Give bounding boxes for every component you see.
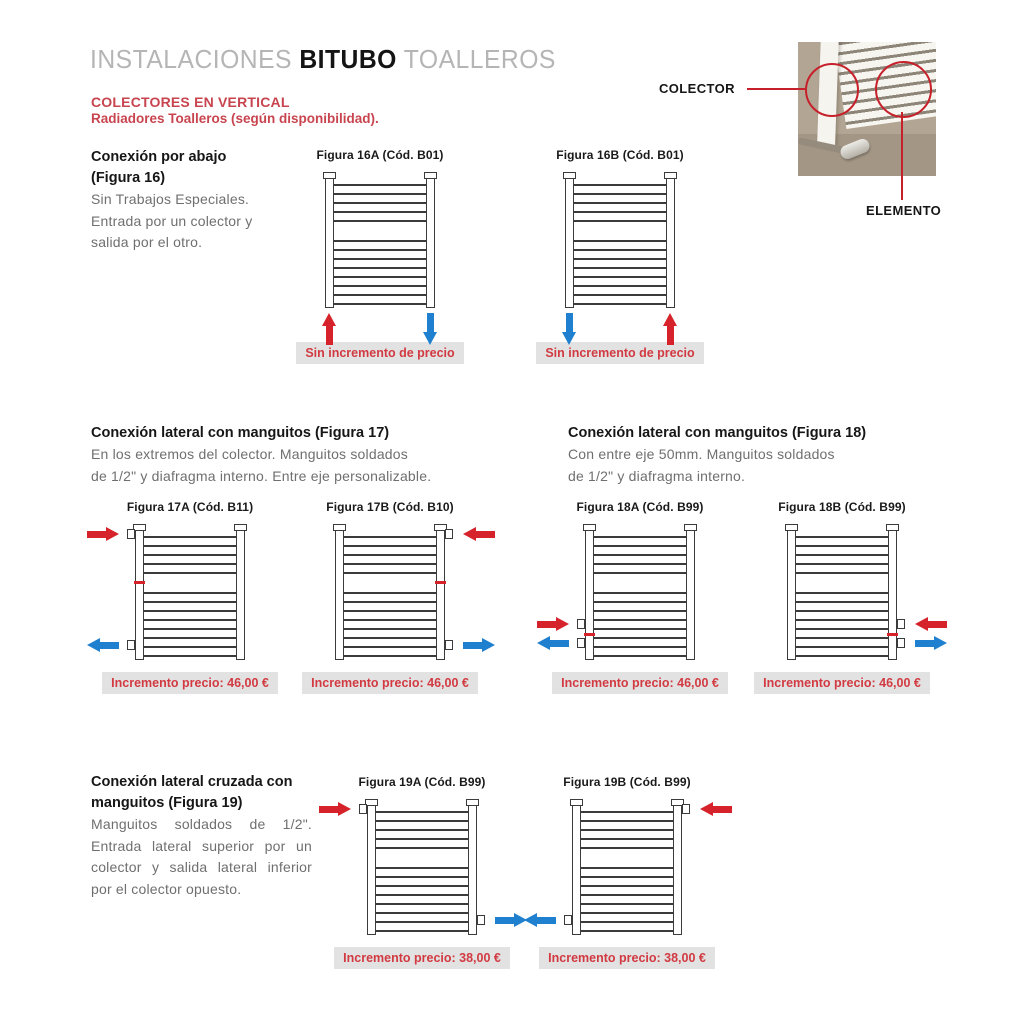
diafragma-tick <box>134 581 145 584</box>
diafragma-tick <box>435 581 446 584</box>
arrow-tail <box>87 531 108 538</box>
radiator-column <box>888 530 897 660</box>
radiator-rung <box>574 240 666 242</box>
figure-caption: Figura 16A (Cód. B01) <box>316 148 444 162</box>
radiator-cap <box>323 172 336 179</box>
radiator-rung <box>144 536 236 538</box>
radiator-rung <box>574 303 666 305</box>
radiator-rung <box>144 545 236 547</box>
figure-caption: Figura 19B (Cód. B99) <box>563 775 691 789</box>
radiator-rung <box>376 921 468 923</box>
section-body-line: Sin Trabajos Especiales. <box>91 191 250 207</box>
radiator-cap <box>466 799 479 806</box>
arrow-tail <box>326 324 333 345</box>
manguito-nub <box>564 915 572 925</box>
radiator-rung <box>334 240 426 242</box>
flow-arrow-in <box>537 617 569 632</box>
arrow-tail <box>566 313 573 334</box>
radiator-rung <box>796 646 888 648</box>
section-title-line: Conexión lateral con manguitos (Figura 18) <box>568 425 867 441</box>
radiator-rung <box>796 628 888 630</box>
flow-arrow-out <box>915 636 947 651</box>
price-label: Sin incremento de precio <box>536 342 703 364</box>
radiator-rung <box>376 820 468 822</box>
flow-arrow-in <box>87 527 119 542</box>
radiator-rung <box>796 592 888 594</box>
radiator-rung <box>344 610 436 612</box>
figure-16B <box>530 148 710 364</box>
section-title-line: manguitos (Figura 19) <box>91 795 243 811</box>
figure-caption: Figura 18B (Cód. B99) <box>778 500 906 514</box>
price-label: Incremento precio: 46,00 € <box>302 672 478 694</box>
section-conexion-lateral-manguitos-fig17 <box>91 423 511 487</box>
radiator-rung <box>796 637 888 639</box>
radiator-rung <box>581 829 673 831</box>
section-title-line: (Figura 16) <box>91 170 166 186</box>
section-body-line: colector y salida lateral inferior <box>91 859 312 875</box>
flow-arrow-in <box>700 802 732 817</box>
radiator-rung <box>334 303 426 305</box>
arrow-head <box>915 617 928 631</box>
radiator-rung <box>594 545 686 547</box>
radiator-column <box>673 805 682 935</box>
manguito-nub <box>897 619 905 629</box>
section-body-line: Entrada por un colector y <box>91 212 253 229</box>
radiator-rung <box>376 867 468 869</box>
radiator-column <box>666 178 675 308</box>
radiator-cap <box>234 524 247 531</box>
radiator-column <box>335 530 344 660</box>
arrow-tail <box>537 621 558 628</box>
radiator-rung <box>594 637 686 639</box>
flow-arrow-in <box>322 313 337 345</box>
figure-caption: Figura 17A (Cód. B11) <box>126 500 254 514</box>
radiator-rung <box>594 572 686 574</box>
arrow-tail <box>667 324 674 345</box>
arrow-head <box>537 636 550 650</box>
flow-arrow-out <box>537 636 569 651</box>
radiator-diagram <box>325 172 435 312</box>
radiator-cap <box>570 799 583 806</box>
radiator-rung <box>796 572 888 574</box>
radiator-rung <box>344 554 436 556</box>
colector-callout-line <box>747 88 805 90</box>
radiator-rung <box>796 554 888 556</box>
radiator-rung <box>334 184 426 186</box>
radiator-rung <box>144 637 236 639</box>
arrow-head <box>934 636 947 650</box>
arrow-tail <box>98 642 119 649</box>
radiator-rung <box>594 646 686 648</box>
arrow-tail <box>319 806 340 813</box>
manguito-nub <box>897 638 905 648</box>
radiator-rung <box>574 193 666 195</box>
arrow-head <box>663 313 677 326</box>
radiator-cap <box>563 172 576 179</box>
radiator-rung <box>581 894 673 896</box>
radiator-rung <box>581 847 673 849</box>
radiator-rung <box>376 912 468 914</box>
section-body <box>91 189 321 254</box>
section-body-line: En los extremos del colector. Manguitos soldados <box>91 446 408 462</box>
colector-highlight-circle <box>805 63 859 117</box>
arrow-tail <box>463 642 484 649</box>
radiator-cap <box>886 524 899 531</box>
radiator-column <box>426 178 435 308</box>
arrow-tail <box>548 640 569 647</box>
radiator-diagram <box>572 799 682 939</box>
radiator-rung <box>574 294 666 296</box>
arrow-head <box>338 802 351 816</box>
manguito-nub <box>477 915 485 925</box>
radiator-diagram <box>585 524 695 664</box>
section-conexion-lateral-cruzada-fig19 <box>91 772 312 900</box>
radiator-rung <box>581 867 673 869</box>
radiator-rung <box>144 563 236 565</box>
radiator-rung <box>334 211 426 213</box>
arrow-tail <box>915 640 936 647</box>
radiator-rung <box>574 258 666 260</box>
radiator-rung <box>344 545 436 547</box>
flow-arrow-out <box>87 638 119 653</box>
radiator-rung <box>144 646 236 648</box>
arrow-head <box>322 313 336 326</box>
arrow-tail <box>535 917 556 924</box>
section-body <box>568 444 988 487</box>
arrow-head <box>562 332 576 345</box>
figure-caption: Figura 16B (Cód. B01) <box>556 148 684 162</box>
figure-17A <box>100 500 280 694</box>
price-label: Incremento precio: 46,00 € <box>102 672 278 694</box>
manguito-nub <box>445 640 453 650</box>
arrow-head <box>87 638 100 652</box>
arrow-tail <box>427 313 434 334</box>
radiator-rung <box>594 554 686 556</box>
manguito-nub <box>127 640 135 650</box>
radiator-rung <box>574 276 666 278</box>
radiator-rung <box>334 294 426 296</box>
section-title-line: Conexión lateral con manguitos (Figura 17) <box>91 425 390 441</box>
radiator-cap <box>583 524 596 531</box>
radiator-rung <box>581 820 673 822</box>
radiator-cap <box>684 524 697 531</box>
figure-18B <box>752 500 932 694</box>
radiator-rung <box>594 628 686 630</box>
radiator-rung <box>574 184 666 186</box>
section-conexion-lateral-manguitos-fig18 <box>568 423 988 487</box>
radiator-rung <box>581 921 673 923</box>
radiator-rung <box>581 885 673 887</box>
section-title-line: Conexión por abajo <box>91 149 227 165</box>
radiator-rung <box>581 838 673 840</box>
radiator-rung <box>344 601 436 603</box>
radiator-rung <box>581 930 673 932</box>
manguito-nub <box>359 804 367 814</box>
arrow-tail <box>711 806 732 813</box>
radiator-rung <box>376 903 468 905</box>
radiator-rung <box>376 885 468 887</box>
flow-arrow-in <box>663 313 678 345</box>
radiator-column <box>686 530 695 660</box>
title-part-bold: BITUBO <box>299 44 397 74</box>
section-body <box>91 814 312 900</box>
radiator-rung <box>376 847 468 849</box>
radiator-diagram <box>565 172 675 312</box>
radiator-rung <box>581 811 673 813</box>
radiator-rung <box>344 646 436 648</box>
radiator-rung <box>334 285 426 287</box>
radiator-cap <box>424 172 437 179</box>
figure-19B <box>537 775 717 969</box>
section-body-line: Con entre eje 50mm. Manguitos soldados <box>568 446 835 462</box>
radiator-rung <box>334 276 426 278</box>
title-part-light-1: INSTALACIONES <box>90 44 292 74</box>
radiator-rung <box>581 903 673 905</box>
radiator-rung <box>144 592 236 594</box>
section-subheading: Radiadores Toalleros (según disponibilidad). <box>91 111 379 126</box>
section-conexion-por-abajo <box>91 147 321 254</box>
radiator-column <box>468 805 477 935</box>
radiator-rung <box>796 563 888 565</box>
radiator-diagram <box>787 524 897 664</box>
section-title-line: Conexión lateral cruzada con <box>91 774 293 790</box>
radiator-column <box>572 805 581 935</box>
price-label: Incremento precio: 46,00 € <box>754 672 930 694</box>
radiator-rung <box>144 628 236 630</box>
radiator-rung <box>594 536 686 538</box>
elemento-label: ELEMENTO <box>866 203 942 218</box>
manguito-nub <box>577 619 585 629</box>
radiator-cap <box>333 524 346 531</box>
arrow-tail <box>926 621 947 628</box>
radiator-rung <box>144 619 236 621</box>
radiator-rung <box>376 876 468 878</box>
radiator-rung <box>376 811 468 813</box>
section-body-line: de 1/2" y diafragma interno. Entre eje personalizable. <box>91 467 432 484</box>
radiator-rung <box>376 894 468 896</box>
radiator-photo <box>798 42 936 176</box>
price-label: Incremento precio: 38,00 € <box>539 947 715 969</box>
colector-label: COLECTOR <box>659 81 735 96</box>
arrow-head <box>524 913 537 927</box>
radiator-diagram <box>135 524 245 664</box>
radiator-rung <box>334 267 426 269</box>
radiator-rung <box>594 655 686 657</box>
radiator-rung <box>796 545 888 547</box>
radiator-rung <box>796 610 888 612</box>
radiator-rung <box>334 220 426 222</box>
radiator-rung <box>581 876 673 878</box>
elemento-highlight-circle <box>875 61 932 118</box>
radiator-diagram <box>335 524 445 664</box>
radiator-column <box>325 178 334 308</box>
arrow-head <box>463 527 476 541</box>
radiator-rung <box>344 655 436 657</box>
radiator-rung <box>796 536 888 538</box>
arrow-head <box>700 802 713 816</box>
radiator-rung <box>594 592 686 594</box>
radiator-column <box>585 530 594 660</box>
radiator-column <box>367 805 376 935</box>
radiator-column <box>436 530 445 660</box>
radiator-rung <box>796 619 888 621</box>
flow-arrow-out <box>562 313 577 345</box>
section-body-line: por el colector opuesto. <box>91 880 242 897</box>
radiator-rung <box>796 601 888 603</box>
page-title <box>90 44 556 75</box>
radiator-rung <box>344 619 436 621</box>
flow-arrow-out <box>495 913 527 928</box>
radiator-column <box>135 530 144 660</box>
radiator-rung <box>334 202 426 204</box>
section-heading: COLECTORES EN VERTICAL <box>91 94 290 110</box>
radiator-rung <box>144 655 236 657</box>
manguito-nub <box>682 804 690 814</box>
radiator-rung <box>144 572 236 574</box>
flow-arrow-in <box>463 527 495 542</box>
figure-17B <box>300 500 480 694</box>
radiator-rung <box>376 838 468 840</box>
radiator-rung <box>594 619 686 621</box>
manguito-nub <box>577 638 585 648</box>
arrow-head <box>423 332 437 345</box>
radiator-rung <box>594 601 686 603</box>
section-body <box>91 444 511 487</box>
radiator-rung <box>376 829 468 831</box>
radiator-rung <box>574 202 666 204</box>
radiator-rung <box>594 610 686 612</box>
radiator-rung <box>574 267 666 269</box>
radiator-rung <box>376 930 468 932</box>
flow-arrow-out <box>423 313 438 345</box>
diafragma-tick <box>584 633 595 636</box>
manguito-nub <box>127 529 135 539</box>
flow-arrow-out <box>463 638 495 653</box>
section-body-line: Manguitos soldados de 1/2". <box>91 816 312 832</box>
radiator-rung <box>344 563 436 565</box>
radiator-rung <box>574 220 666 222</box>
radiator-rung <box>344 536 436 538</box>
radiator-rung <box>344 637 436 639</box>
price-label: Sin incremento de precio <box>296 342 463 364</box>
radiator-column <box>236 530 245 660</box>
radiator-rung <box>144 554 236 556</box>
figure-18A <box>550 500 730 694</box>
section-body-line: de 1/2" y diafragma interno. <box>568 467 746 484</box>
radiator-rung <box>344 572 436 574</box>
flow-arrow-in <box>319 802 351 817</box>
flow-arrow-out <box>524 913 556 928</box>
radiator-rung <box>581 912 673 914</box>
figure-19A <box>332 775 512 969</box>
radiator-rung <box>574 249 666 251</box>
radiator-rung <box>594 563 686 565</box>
figure-caption: Figura 18A (Cód. B99) <box>576 500 704 514</box>
radiator-column <box>565 178 574 308</box>
radiator-cap <box>785 524 798 531</box>
arrow-tail <box>474 531 495 538</box>
radiator-rung <box>144 601 236 603</box>
radiator-rung <box>344 628 436 630</box>
radiator-rung <box>574 211 666 213</box>
radiator-rung <box>334 193 426 195</box>
arrow-tail <box>495 917 516 924</box>
radiator-rung <box>144 610 236 612</box>
radiator-rung <box>334 258 426 260</box>
section-body-line: Entrada lateral superior por un <box>91 837 312 854</box>
radiator-column <box>787 530 796 660</box>
figure-16A <box>290 148 470 364</box>
figure-caption: Figura 17B (Cód. B10) <box>326 500 454 514</box>
flow-arrow-in <box>915 617 947 632</box>
figure-caption: Figura 19A (Cód. B99) <box>358 775 486 789</box>
section-body-line: salida por el otro. <box>91 234 203 250</box>
radiator-rung <box>334 249 426 251</box>
arrow-head <box>556 617 569 631</box>
radiator-diagram <box>367 799 477 939</box>
radiator-rung <box>574 285 666 287</box>
radiator-cap <box>664 172 677 179</box>
arrow-head <box>482 638 495 652</box>
elemento-callout-line <box>901 112 903 200</box>
manguito-nub <box>445 529 453 539</box>
radiator-rung <box>796 655 888 657</box>
price-label: Incremento precio: 38,00 € <box>334 947 510 969</box>
price-label: Incremento precio: 46,00 € <box>552 672 728 694</box>
radiator-rung <box>344 592 436 594</box>
title-part-light-2: TOALLEROS <box>403 44 556 74</box>
diafragma-tick <box>887 633 898 636</box>
arrow-head <box>106 527 119 541</box>
